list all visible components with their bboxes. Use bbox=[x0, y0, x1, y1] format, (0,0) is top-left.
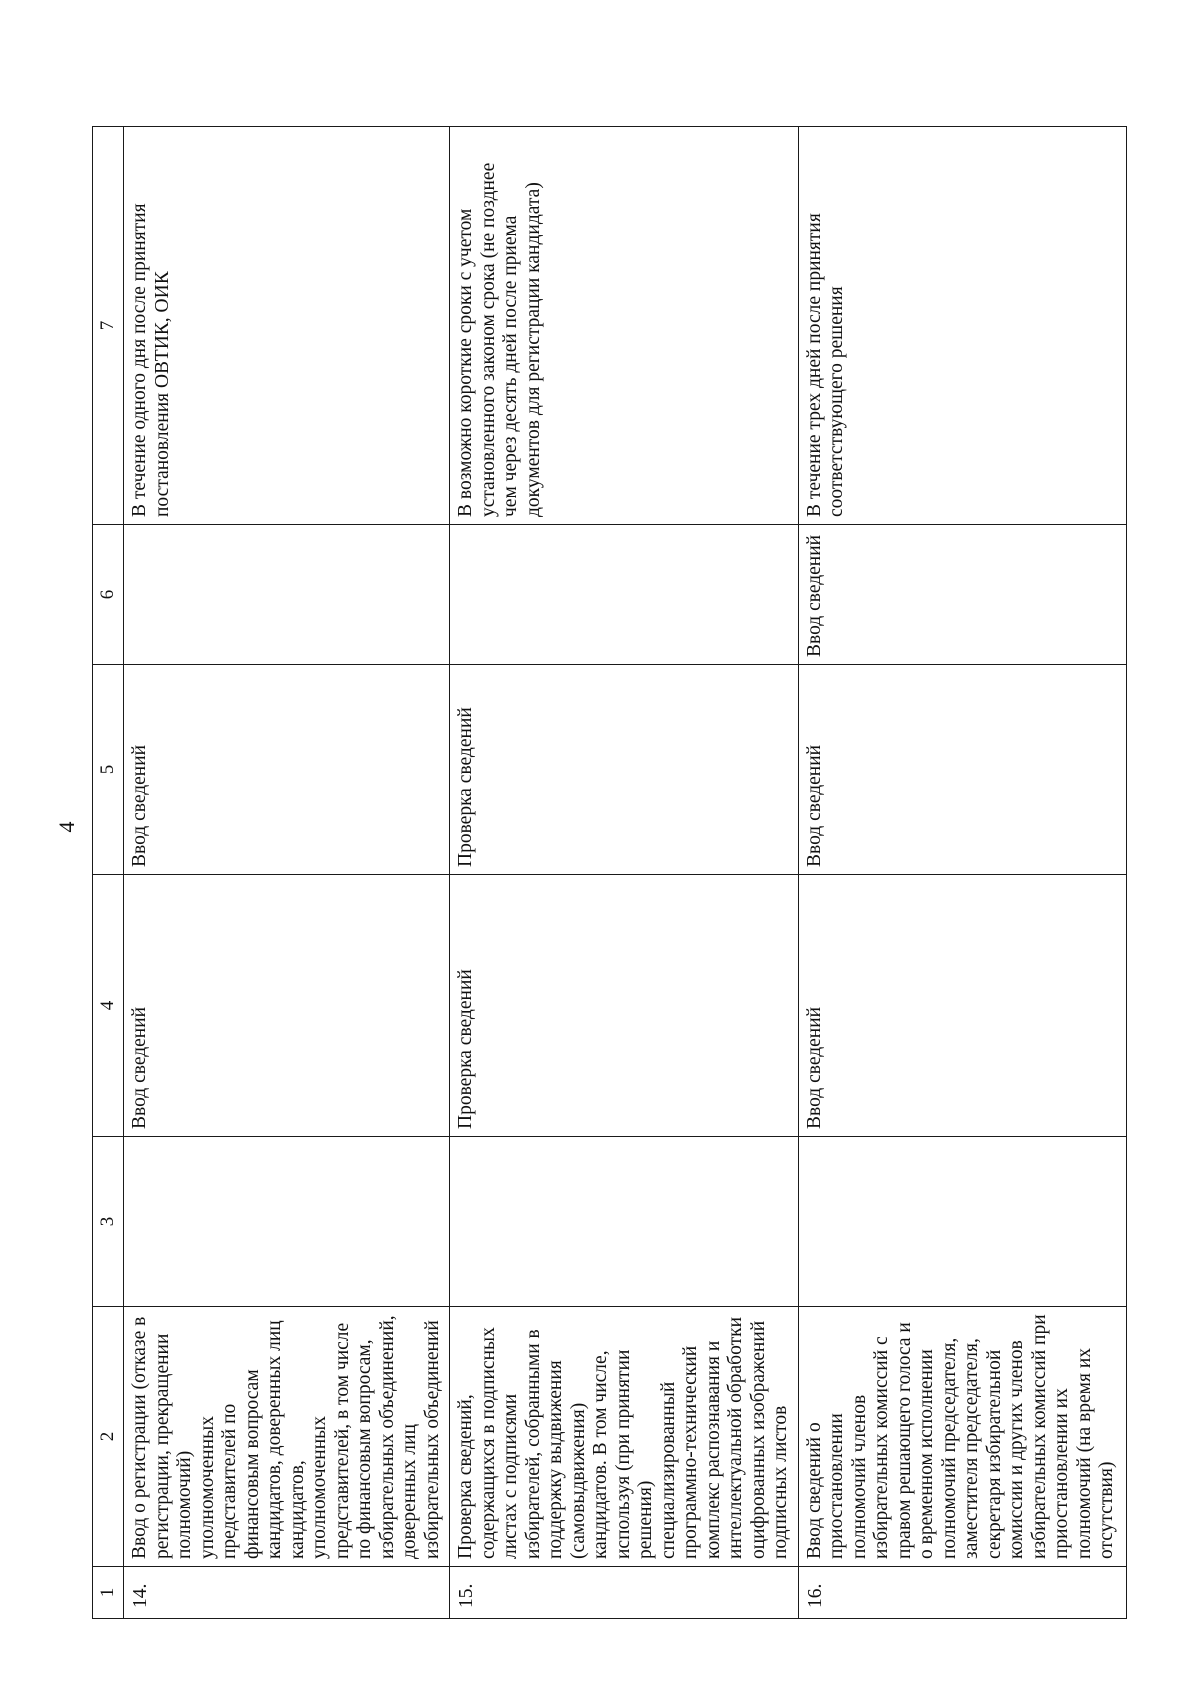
row-description: Ввод о регистрации (отказе в регистрации, прекращении полномочий) уполномоченных представителей по финансовым вопросам кандидатов, доверенных лиц кандидатов, уполномоченных представителей, в том числе по финансовым вопросам, избирательных объединений, доверенных лиц избирательных объединений bbox=[124, 1307, 450, 1567]
table-row bbox=[798, 127, 1126, 1619]
header-cell-4: 4 bbox=[93, 875, 124, 1137]
row-col5: Ввод сведений bbox=[798, 665, 1126, 875]
row-col6: Ввод сведений bbox=[798, 525, 1126, 665]
row-col3 bbox=[798, 1137, 1126, 1307]
table-row bbox=[450, 127, 799, 1619]
row-col4: Ввод сведений bbox=[124, 875, 450, 1137]
table-row bbox=[124, 127, 450, 1619]
row-number: 15. bbox=[450, 1567, 799, 1619]
header-cell-1: 1 bbox=[93, 1567, 124, 1619]
header-cell-6: 6 bbox=[93, 525, 124, 665]
row-col3 bbox=[124, 1137, 450, 1307]
header-cell-2: 2 bbox=[93, 1307, 124, 1567]
row-number: 16. bbox=[798, 1567, 1126, 1619]
rotated-table-container bbox=[92, 127, 1117, 1619]
row-number: 14. bbox=[124, 1567, 450, 1619]
row-col4: Ввод сведений bbox=[798, 875, 1126, 1137]
page-number: 4 bbox=[54, 821, 79, 833]
main-table bbox=[92, 126, 1127, 1619]
row-col7: В течение одного дня после принятия постановления ОВТИК, ОИК bbox=[124, 127, 450, 525]
row-col4: Проверка сведений bbox=[450, 875, 799, 1137]
header-cell-5: 5 bbox=[93, 665, 124, 875]
row-description: Проверка сведений, содержащихся в подписных листах с подписями избирателей, собранными в поддержку выдвижения (самовыдвижения) кандидатов. В том числе, используя (при принятии решения) специализированный программно-технический комплекс распознавания и интеллектуальной обработки оцифрованных изображений подписных листов bbox=[450, 1307, 799, 1567]
header-cell-7: 7 bbox=[93, 127, 124, 525]
row-col7: В возможно короткие сроки с учетом установленного законом срока (не позднее чем через десять дней после приема документов для регистрации кандидата) bbox=[450, 127, 799, 525]
row-col5: Ввод сведений bbox=[124, 665, 450, 875]
header-row bbox=[93, 127, 124, 1619]
row-col6 bbox=[124, 525, 450, 665]
row-col3 bbox=[450, 1137, 799, 1307]
row-description: Ввод сведений о приостановлении полномочий членов избирательных комиссий с правом решающего голоса и о временном исполнении полномочий председателя, заместителя председателя, секретаря избирательной комиссии и других членов избирательных комиссий при приостановлении их полномочий (на время их отсутствия) bbox=[798, 1307, 1126, 1567]
row-col5: Проверка сведений bbox=[450, 665, 799, 875]
row-col7: В течение трех дней после принятия соответствующего решения bbox=[798, 127, 1126, 525]
row-col6 bbox=[450, 525, 799, 665]
header-cell-3: 3 bbox=[93, 1137, 124, 1307]
